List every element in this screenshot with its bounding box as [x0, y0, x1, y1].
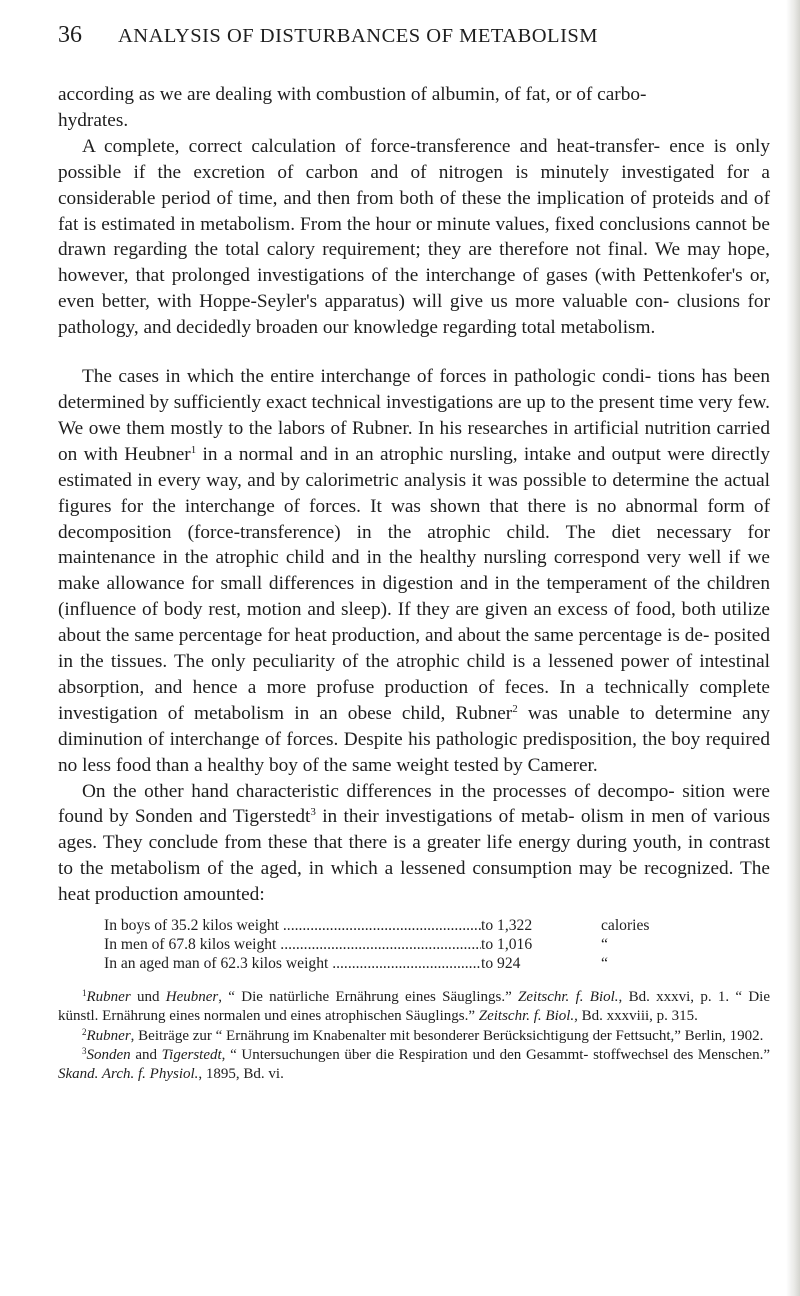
footnote-text: and — [130, 1046, 162, 1063]
row-value: to 1,322 — [481, 917, 533, 935]
paragraph-4 — [58, 779, 770, 909]
footnote-number: 1 — [82, 988, 87, 999]
footnote-author: Rubner — [86, 989, 131, 1006]
paragraph-3-part-a: The cases in which the entire interchange of forces in pathologic condi- tions has been determined by sufficiently exact technical investigations are up to the present time very few. We owe them mostly to the labors of Rubner. In his researches in artificial nutrition carried on with Heubner — [58, 366, 770, 465]
heat-production-table — [104, 916, 770, 973]
row-unit: “ — [601, 936, 608, 954]
paragraph-1-line-2: hydrates. — [58, 109, 129, 131]
footnote-text: , “ Die natürliche Ernährung eines Säuglings.” — [218, 989, 519, 1006]
footnote-ref-3[interactable]: 3 — [310, 806, 316, 819]
page-edge-shadow — [786, 0, 800, 1296]
footnotes — [58, 988, 770, 1084]
footnote-journal: Skand. Arch. f. Physiol. — [58, 1065, 199, 1082]
paragraph-3 — [58, 364, 770, 779]
row-label: In boys of 35.2 kilos weight ..... — [104, 916, 481, 935]
table-row — [104, 916, 770, 935]
running-title: ANALYSIS OF DISTURBANCES OF METABOLISM — [118, 25, 599, 47]
paragraph-1 — [58, 82, 770, 134]
footnote-author: Tigerstedt — [161, 1046, 222, 1063]
paragraph-3-part-b: in a normal and in an atrophic nursling, intake and output were directly estimated in every way, and by calorimetric analysis it was possible to determine the actual figures for the interchange of forces. It was shown that there is no abnormal form of decomposition (force-transference) in the atrophic child. The diet necessary for maintenance in the atrophic child and in the healthy nursling correspond very well if we make allowance for small differences in digestion and in the temperament of the children (influence of body rest, motion and sleep). If they are given an excess of food, both utilize about the same percentage for heat production, and about the same percentage is de- posited in the tissues. The only peculiarity of the atrophic child is a lessened power of intestinal absorption, and hence a more profuse production of feces. In a technically complete investigation of metabolism in an obese child, Rubner — [58, 443, 770, 724]
footnote-text: , Bd. xxxvi, p. 1. “ Die künstl. Ernährung eines normalen und eines atrophischen Säuglings.” — [58, 989, 771, 1025]
footnote-text: , 1895, Bd. vi. — [198, 1065, 284, 1082]
footnote-text: , Beiträge zur “ Ernährung im Knabenalter mit besonderer Berücksichtigung der Fettsucht,” Berlin, 1902. — [130, 1027, 764, 1044]
paragraph-2: A complete, correct calculation of force-transference and heat-transfer- ence is only possible if the excretion of carbon and of nitrogen is minutely investigated for a considerable period of time, and then from both of these the implication of proteids and of fat is estimated in metabolism. From the hour or minute values, fixed conclusions cannot be drawn regarding the total calory requirement; they are therefore not final. We may hope, however, that prolonged investigations of the interchange of gases (with Pettenkofer's or, even better, with Hoppe-Seyler's apparatus) will give us more valuable con- clusions for pathology, and decidedly broaden our knowledge regarding total metabolism. — [58, 135, 770, 339]
footnote-ref-2[interactable]: 2 — [512, 702, 518, 715]
footnote-3 — [58, 1046, 770, 1084]
paragraph-1-line-1: according as we are dealing with combustion of albumin, of fat, or of carbo- — [58, 84, 647, 105]
footnote-journal: Zeitschr. f. Biol. — [518, 989, 619, 1006]
row-value: to 1,016 — [481, 936, 533, 954]
row-unit: “ — [601, 955, 608, 973]
footnote-journal: Zeitschr. f. Biol. — [478, 1008, 575, 1025]
table-row — [104, 935, 770, 954]
paragraph-4-part-b: in their investigations of metab- olism in men of various ages. They conclude from these that there is a greater life energy during youth, in contrast to the metabolism of the aged, in which a lessened consumption may be recognized. The heat production amounted: — [58, 806, 770, 906]
footnote-text: , Bd. xxxviii, p. 315. — [574, 1008, 698, 1025]
footnote-text: und — [130, 989, 166, 1006]
footnote-author: Heubner — [165, 989, 219, 1006]
footnote-ref-1[interactable]: 1 — [190, 443, 197, 456]
table-row — [104, 954, 770, 973]
footnote-author: Rubner — [86, 1027, 131, 1044]
footnote-number: 3 — [82, 1045, 87, 1056]
row-value: to 924 — [481, 955, 521, 973]
row-label: In an aged man of 62.3 kilos weight ..... — [104, 954, 481, 973]
page-header — [58, 22, 770, 62]
row-unit: calories — [601, 917, 650, 935]
footnote-2 — [58, 1027, 770, 1046]
paragraph-3-part-c: was unable to determine any diminution of interchange of forces. Despite his pathologic predisposition, the boy required no less food than a healthy boy of the same weight tested by Camerer. — [58, 702, 771, 776]
footnote-author: Sonden — [86, 1046, 131, 1063]
book-page — [58, 22, 770, 1084]
footnote-text: , “ Untersuchungen über die Respiration und den Gesammt- stoffwechsel des Menschen.” — [221, 1046, 770, 1063]
row-label: In men of 67.8 kilos weight ..... — [104, 935, 481, 954]
footnote-number: 2 — [82, 1026, 87, 1037]
paragraph-4-part-a: On the other hand characteristic differences in the processes of decompo- sition were found by Sonden and Tigerstedt — [58, 780, 770, 828]
page-number: 36 — [58, 22, 82, 48]
footnote-1 — [58, 988, 770, 1026]
